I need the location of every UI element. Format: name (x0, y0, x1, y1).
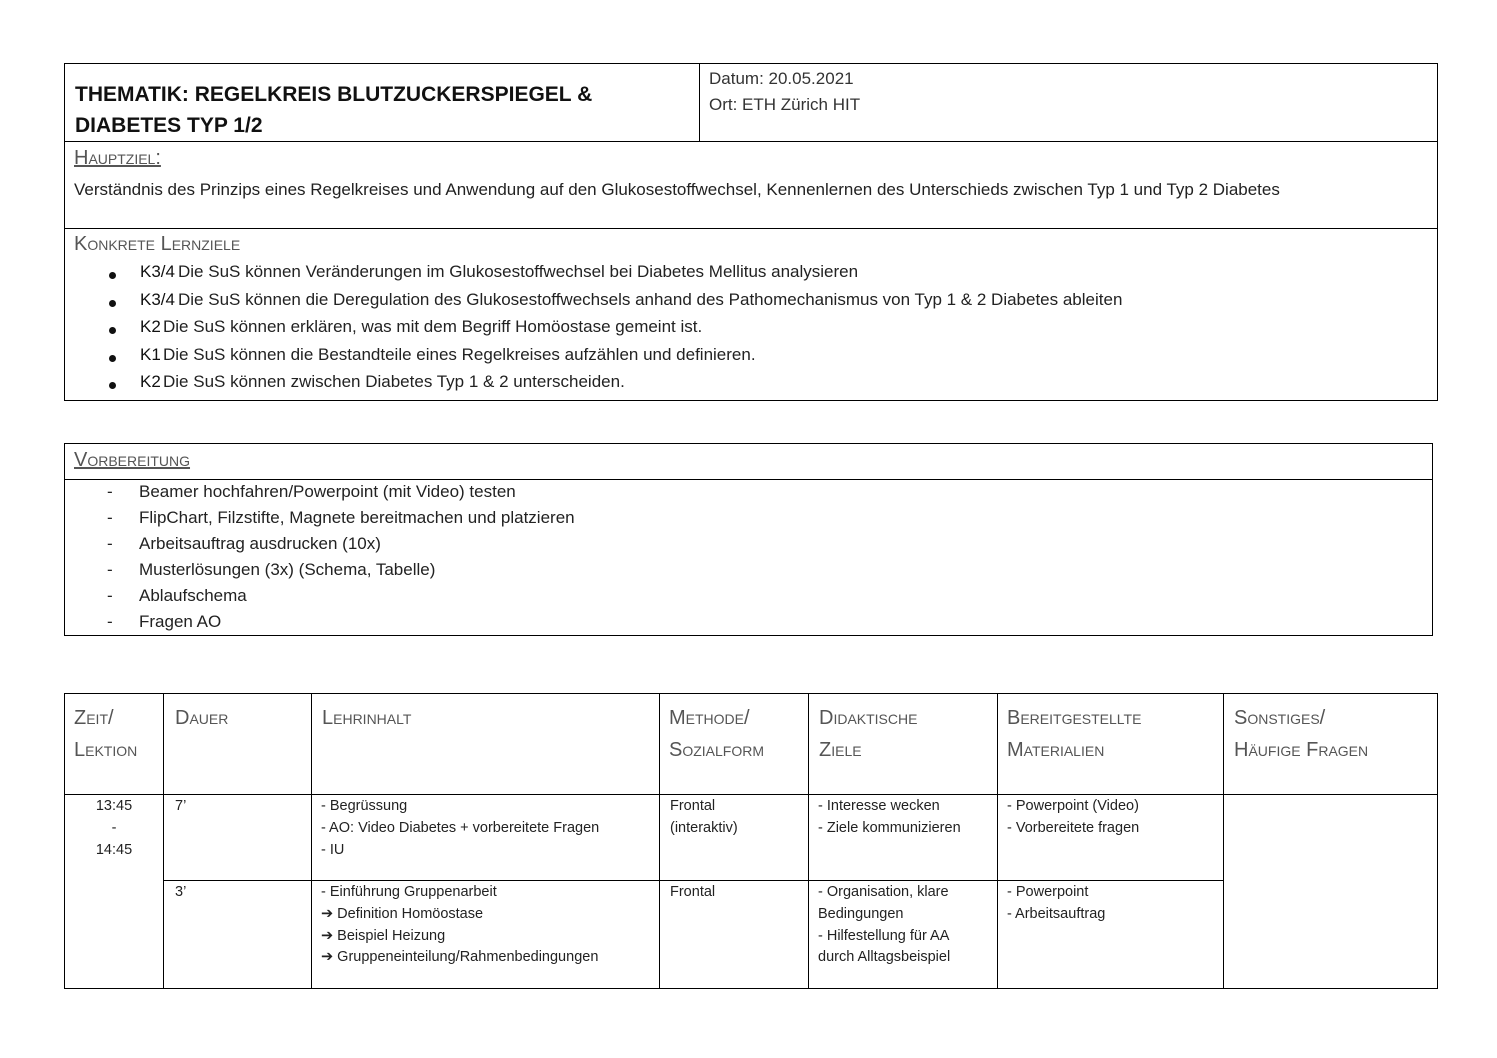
column-header-dauer: Dauer (175, 707, 229, 729)
goal-text: Die SuS können Veränderungen im Glukosestoffwechsel bei Diabetes Mellitus analysieren (178, 262, 859, 281)
main-goal-heading: Hauptziel: (74, 147, 161, 169)
preparation-table: Vorbereitung - Beamer hochfahren/Powerpoint (mit Video) testen - FlipChart, Filzstifte, Magnete bereitmachen und platzieren - Arbeitsauftrag ausdrucken (10x) - Musterlösungen (3x) (Schema, Tabelle) - Ablaufschema - Fragen AO (64, 443, 1433, 636)
bullet-icon (109, 355, 116, 362)
column-divider (808, 694, 809, 988)
goal-level: K2 (140, 317, 161, 336)
learning-goals-cell (65, 229, 1437, 400)
goal-level: K3/4 (140, 262, 175, 281)
schedule-table (64, 693, 1438, 989)
date-text: Datum: 20.05.2021 (709, 69, 854, 88)
goal-level: K1 (140, 344, 161, 364)
column-header-materialien: Bereitgestellte Materialien (1007, 707, 1142, 761)
row1-methode: Frontal (interaktiv) (670, 798, 738, 836)
row1-lehrinhalt: - Begrüssung - AO: Video Diabetes + vorbereitete Fragen - IU (321, 798, 600, 858)
column-divider (997, 694, 998, 988)
column-header-ziele: Didaktische Ziele (819, 707, 918, 761)
dash-icon: - (107, 482, 113, 501)
column-header-sonstiges: Sonstiges/ Häufige Fragen (1234, 707, 1369, 761)
meta-cell (700, 64, 1437, 142)
row1-materialien: - Powerpoint (Video) - Vorbereitete fragen (1007, 798, 1140, 836)
lesson-title: THEMATIK: REGELKREIS BLUTZUCKERSPIEGEL & DIABETES TYP 1/2 (75, 83, 593, 137)
bullet-icon (109, 272, 116, 279)
column-divider (311, 694, 312, 988)
column-header-zeit: Zeit/ Lektion (74, 707, 138, 761)
goal-level: K2 (140, 372, 161, 391)
row2-materialien: - Powerpoint - Arbeitsauftrag (1007, 884, 1106, 922)
learning-goals-heading: Konkrete Lernziele (74, 233, 241, 255)
column-header-lehrinhalt: Lehrinhalt (322, 707, 412, 729)
goal-level: K3/4 (140, 289, 175, 309)
main-goal-text: Verständnis des Prinzips eines Regelkreises und Anwendung auf den Glukosestoffwechsel, Kennenlernen des Unterschieds zwischen Typ 1 und Typ 2 Diabetes (74, 180, 1280, 199)
column-header-methode: Methode/ Sozialform (669, 707, 765, 761)
lesson-time: 13:45 - 14:45 (95, 798, 133, 858)
row2-methode: Frontal (670, 884, 716, 900)
goal-text: Die SuS können die Deregulation des Glukosestoffwechsels anhand des Pathomechanismus von Typ 1 & 2 Diabetes ableiten (178, 289, 1123, 309)
lesson-header-table (64, 63, 1438, 401)
column-divider (659, 694, 660, 988)
goal-text: Die SuS können die Bestandteile eines Regelkreises aufzählen und definieren. (163, 344, 756, 364)
goal-text: Die SuS können zwischen Diabetes Typ 1 & 2 unterscheiden. (163, 372, 625, 391)
bullet-icon (109, 327, 116, 334)
bullet-icon (109, 300, 116, 307)
main-goal-cell (65, 142, 1437, 229)
preparation-heading: Vorbereitung (74, 449, 191, 471)
row-divider (65, 794, 1437, 795)
dash-icon: - (107, 508, 113, 527)
dash-icon: - (107, 586, 113, 605)
bullet-icon (109, 382, 116, 389)
column-divider (163, 694, 164, 988)
row2-lehrinhalt: - Einführung Gruppenarbeit ➔ Definition Homöostase ➔ Beispiel Heizung ➔ Gruppeneinteilung/Rahmenbedingungen (321, 884, 599, 966)
row-divider (163, 880, 1223, 881)
goal-text: Die SuS können erklären, was mit dem Begriff Homöostase gemeint ist. (163, 317, 703, 336)
row2-ziele: - Organisation, klare Bedingungen - Hilfestellung für AA durch Alltagsbeispiel (818, 884, 951, 966)
row2-dauer: 3’ (175, 884, 187, 900)
row1-dauer: 7’ (175, 798, 187, 814)
preparation-heading-cell (65, 444, 1432, 480)
title-cell (65, 64, 700, 142)
row1-ziele: - Interesse wecken - Ziele kommunizieren (818, 798, 961, 836)
dash-icon: - (107, 560, 113, 579)
dash-icon: - (107, 612, 113, 631)
location-text: Ort: ETH Zürich HIT (709, 95, 861, 114)
column-divider (1223, 694, 1224, 988)
dash-icon: - (107, 534, 113, 553)
